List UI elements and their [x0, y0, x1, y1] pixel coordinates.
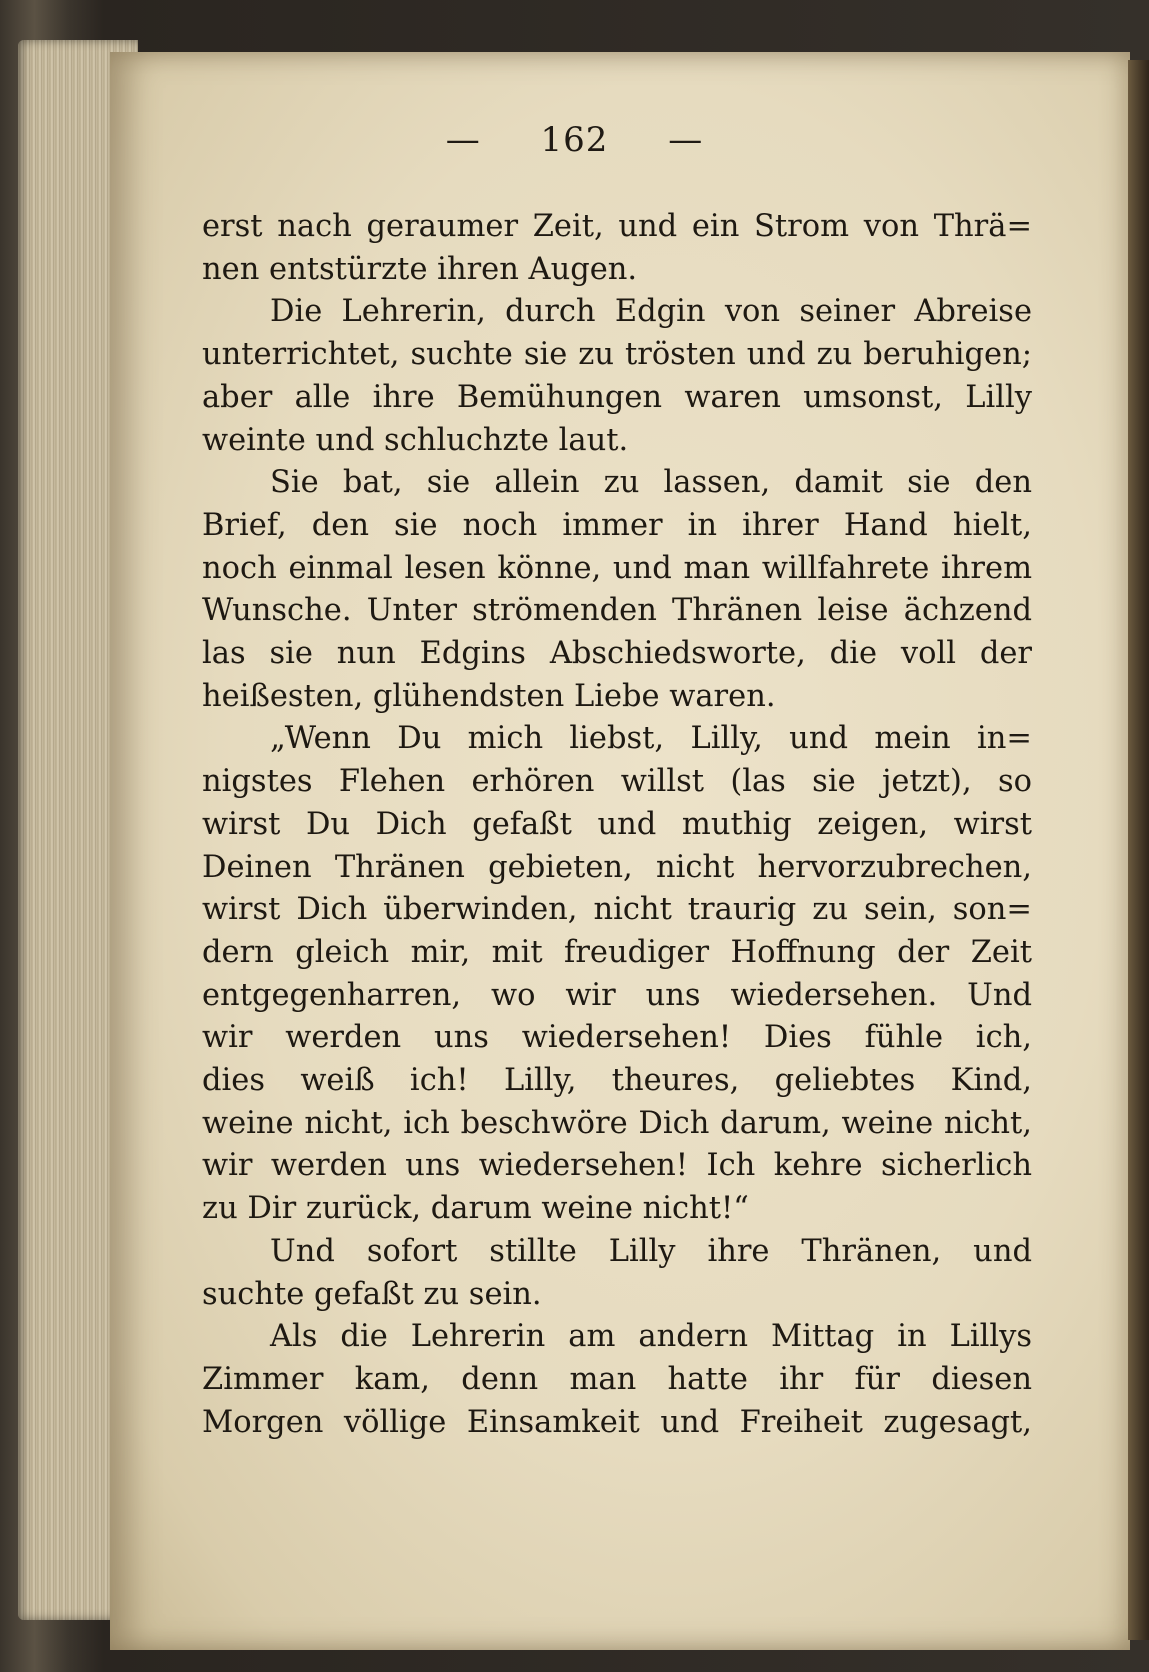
- text-line: wirst Du Dich gefaßt und muthig zeigen, wirst: [202, 806, 1032, 842]
- book-spine-edge: [1128, 60, 1149, 1640]
- text-line: Wunsche. Unter strömenden Thränen leise ächzend: [202, 593, 1032, 629]
- page-number: 162: [540, 120, 609, 160]
- body-text: [202, 206, 1032, 1444]
- text-line: unterrichtet, suchte sie zu trösten und zu beruhigen;: [202, 337, 1032, 373]
- text-line: „Wenn Du mich liebst, Lilly, und mein in=: [270, 721, 1032, 757]
- header-dash-right: —: [668, 120, 704, 160]
- text-line: Und sofort stillte Lilly ihre Thränen, und: [270, 1233, 1032, 1269]
- text-line: Brief, den sie noch immer in ihrer Hand hielt,: [202, 507, 1032, 543]
- text-line: heißesten, glühendsten Liebe waren.: [202, 678, 776, 714]
- header-dash-left: —: [445, 120, 481, 160]
- text-line: Zimmer kam, denn man hatte ihr für diesen: [202, 1361, 1032, 1397]
- text-line: erst nach geraumer Zeit, und ein Strom von Thrä=: [202, 209, 1032, 244]
- text-line: nen entstürzte ihren Augen.: [202, 251, 638, 287]
- text-line: wir werden uns wiedersehen! Ich kehre sicherlich: [202, 1148, 1032, 1184]
- text-line: nigstes Flehen erhören willst (las sie jetzt), so: [202, 764, 1032, 800]
- text-line: Morgen völlige Einsamkeit und Freiheit zugesagt,: [202, 1404, 1032, 1440]
- text-line: aber alle ihre Bemühungen waren umsonst, Lilly: [202, 379, 1032, 415]
- text-line: zu Dir zurück, darum weine nicht!“: [202, 1191, 749, 1227]
- text-line: Sie bat, sie allein zu lassen, damit sie den: [270, 465, 1032, 501]
- text-line: weinte und schluchzte laut.: [202, 422, 629, 458]
- text-line: dern gleich mir, mit freudiger Hoffnung der Zeit: [202, 934, 1032, 970]
- text-line: suchte gefaßt zu sein.: [202, 1276, 542, 1312]
- text-line: Als die Lehrerin am andern Mittag in Lillys: [270, 1319, 1032, 1355]
- text-line: wir werden uns wiedersehen! Dies fühle ich,: [202, 1020, 1032, 1056]
- text-line: dies weiß ich! Lilly, theures, geliebtes Kind,: [202, 1063, 1032, 1099]
- text-line: weine nicht, ich beschwöre Dich darum, weine nicht,: [202, 1105, 1032, 1141]
- text-line: Die Lehrerin, durch Edgin von seiner Abreise: [270, 294, 1032, 330]
- text-line: entgegenharren, wo wir uns wiedersehen. Und: [202, 977, 1032, 1013]
- text-line: noch einmal lesen könne, und man willfahrete ihrem: [202, 550, 1032, 586]
- text-line: Deinen Thränen gebieten, nicht hervorzubrechen,: [202, 849, 1032, 885]
- text-line: las sie nun Edgins Abschiedsworte, die voll der: [202, 636, 1032, 672]
- text-line: wirst Dich überwinden, nicht traurig zu sein, son=: [202, 892, 1032, 928]
- page-header: [0, 120, 1149, 160]
